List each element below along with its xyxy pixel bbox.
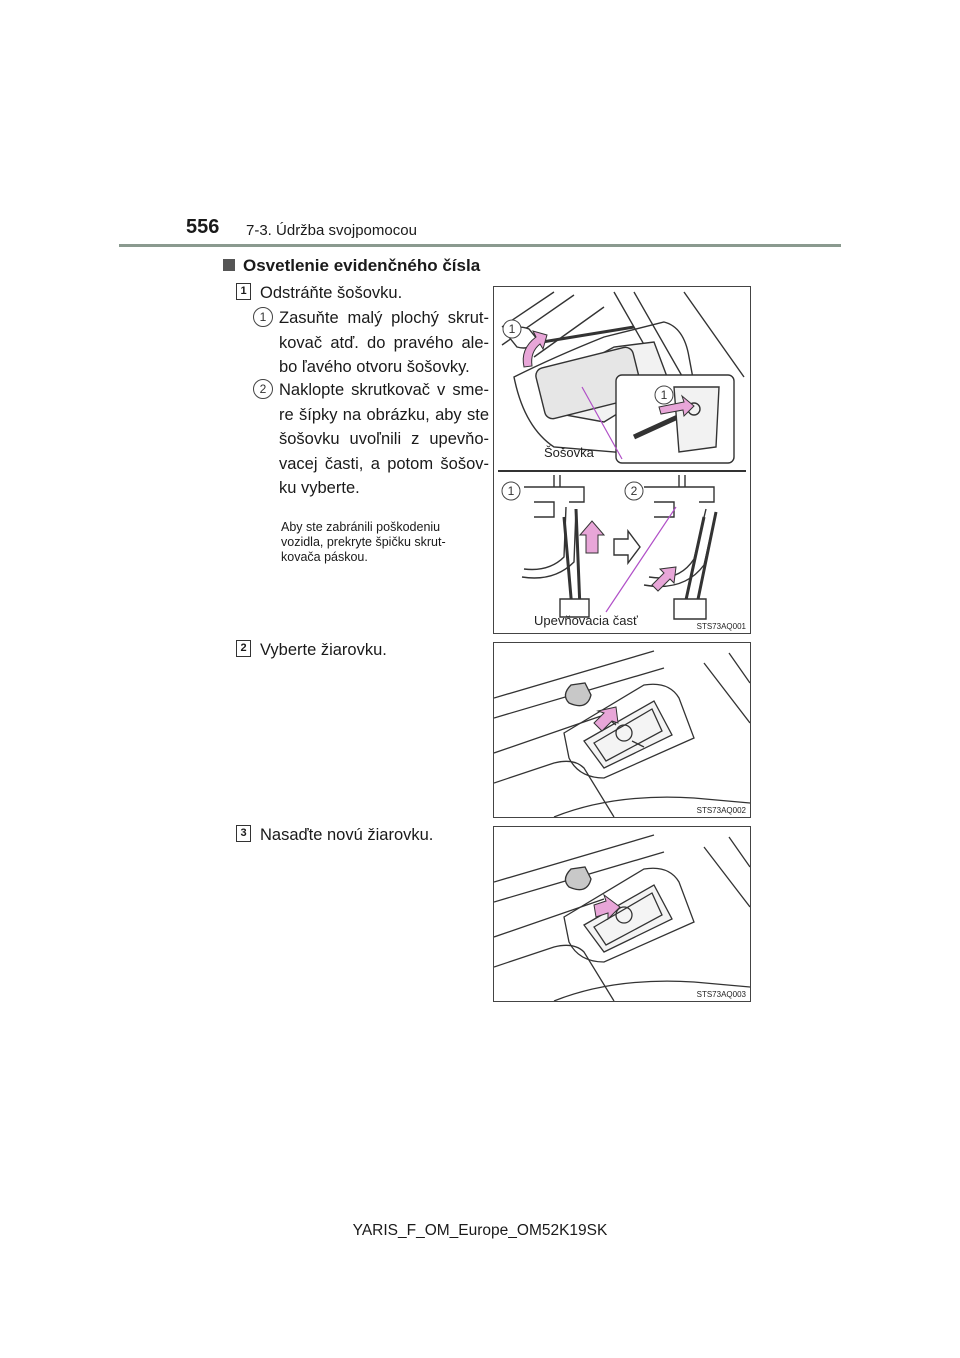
substep-1-text: Zasuňte malý plochý skrut-kovač atď. do pravého ale-bo ľavého otvoru šošovky.	[279, 309, 489, 376]
lens-label: Šošovka	[544, 445, 594, 460]
bulb-install-illustration	[494, 827, 750, 1001]
step-badge-2: 2	[236, 640, 251, 657]
figure-marker: 1	[507, 484, 515, 498]
step-1-text: Odstráňte šošovku.	[260, 284, 403, 302]
substep-badge-2: 2	[253, 379, 273, 399]
figure-code: STS73AQ003	[696, 990, 746, 999]
figure-marker: 1	[508, 322, 516, 336]
figure-code: STS73AQ002	[696, 806, 746, 815]
substep-2-text: Naklopte skrutkovač v sme-re šípky na obrázku, aby ste šošovku uvoľnili z upevňo-vacej časti, a potom šošov-ku vyberte.	[279, 381, 489, 497]
figure-marker: 1	[660, 388, 668, 402]
figure-lens-removal	[493, 286, 751, 634]
step-badge-1: 1	[236, 283, 251, 300]
fixing-part-label: Upevňovacia časť	[534, 613, 638, 628]
square-bullet-icon	[223, 259, 235, 271]
lens-removal-illustration	[494, 287, 750, 633]
step-2-text: Vyberte žiarovku.	[260, 641, 387, 659]
figure-bulb-install	[493, 826, 751, 1002]
subsection-title: Osvetlenie evidenčného čísla	[243, 256, 481, 275]
section-title: 7-3. Údržba svojpomocou	[246, 222, 417, 239]
figure-marker: 2	[630, 484, 638, 498]
figure-code: STS73AQ001	[696, 622, 746, 631]
substep-badge-1: 1	[253, 307, 273, 327]
footer-document-id: YARIS_F_OM_Europe_OM52K19SK	[352, 1222, 608, 1239]
header-rule	[119, 244, 841, 247]
subsection-heading	[223, 256, 480, 276]
step-badge-3: 3	[236, 825, 251, 842]
page-number: 556	[186, 216, 220, 238]
caution-note: Aby ste zabránili poškodeniu vozidla, prekryte špičku skrut-kovača páskou.	[281, 520, 446, 564]
step-3-text: Nasaďte novú žiarovku.	[260, 826, 434, 844]
bulb-removal-illustration	[494, 643, 750, 817]
figure-bulb-removal	[493, 642, 751, 818]
